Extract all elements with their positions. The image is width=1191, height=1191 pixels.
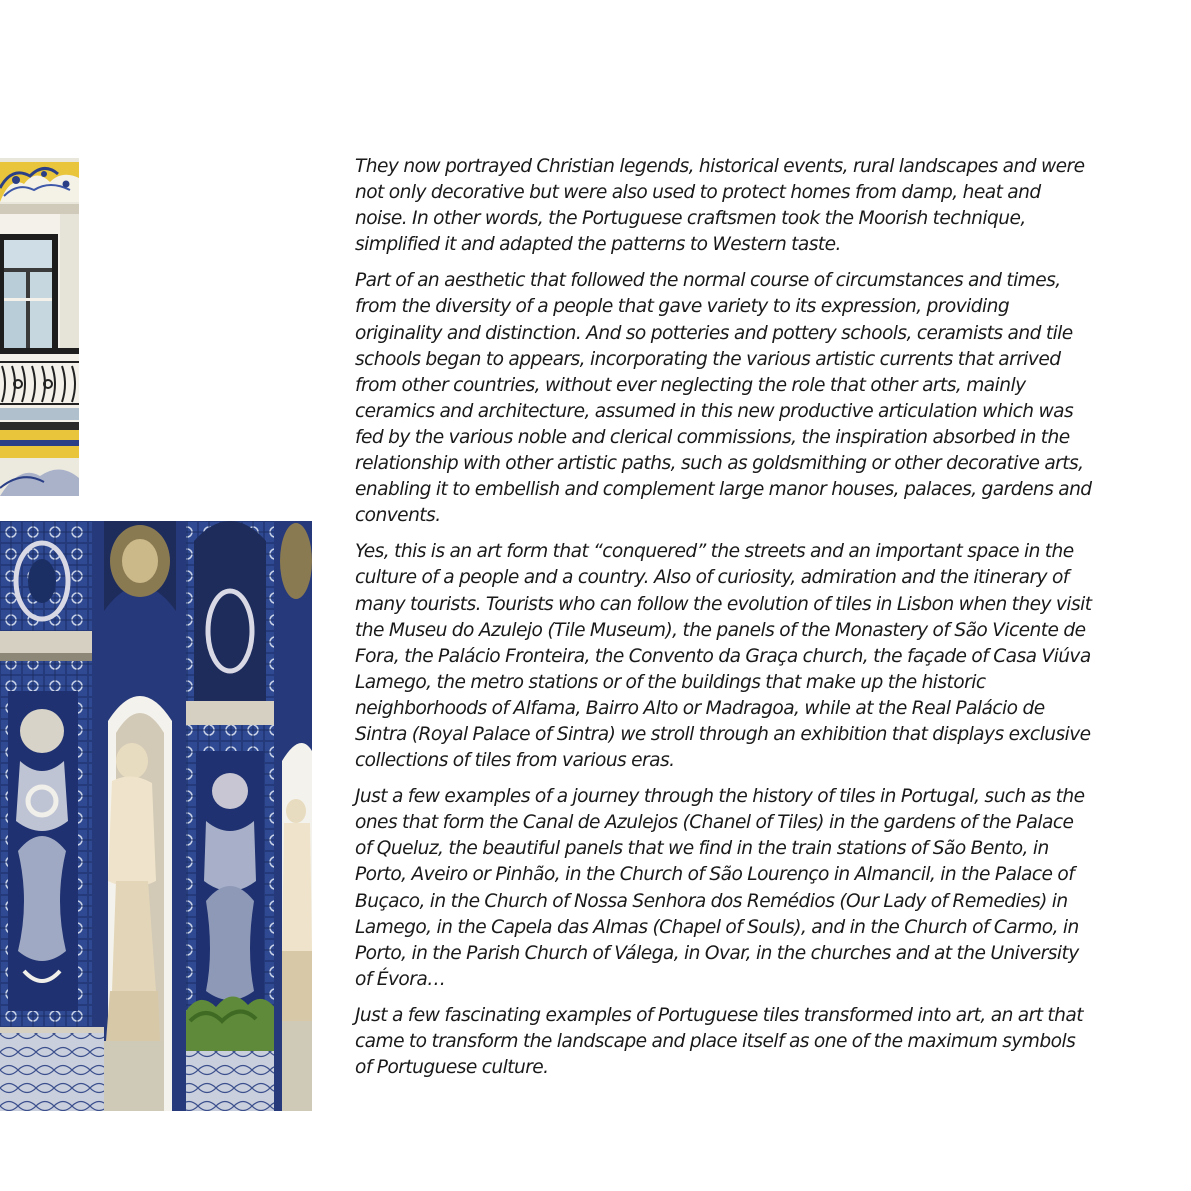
paragraph-5: Just a few fascinating examples of Portuguese tiles transformed into art, an art that came to transform the landscape and place itself as one of the maximum symbols of Portuguese culture. [355, 1004, 1083, 1079]
facade-window-photo [0, 158, 79, 496]
paragraph-2: Part of an aesthetic that followed the normal course of circumstances and times, from the diversity of a people that gave variety to its expression, providing originality and distinction. And so potteries and pottery schools, ceramists and tile schools began to appears, incorporating the various artistic currents that arrived from other countries, without ever neglecting the role that other arts, mainly ceramics and architecture, assumed in this new productive articulation which was fed by the various noble and clerical commissions, the inspiration absorbed in the relationship with other artistic paths, such as goldsmithing or other decorative arts, enabling it to embellish and complement large manor houses, palaces, gardens and convents. [355, 270, 1092, 527]
tiled-arcade-photo [0, 521, 312, 1111]
article-text [355, 154, 1095, 1091]
paragraph-3: Yes, this is an art form that “conquered” the streets and an important space in the culture of a people and a country. Also of curiosity, admiration and the itinerary of many tourists. Tourists who can follow the evolution of tiles in Lisbon when they visit the Museu do Azulejo (Tile Museum), the panels of the Monastery of São Vicente de Fora, the Palácio Fronteira, the Convento da Graça church, the façade of Casa Viúva Lamego, the metro stations or of the buildings that make up the historic neighborhoods of Alfama, Bairro Alto or Madragoa, while at the Real Palácio de Sintra (Royal Palace of Sintra) we stroll through an exhibition that displays exclusive collections of tiles from various eras. [355, 541, 1092, 772]
paragraph-1: They now portrayed Christian legends, historical events, rural landscapes and were not only decorative but were also used to protect homes from damp, heat and noise. In other words, the Portuguese craftsmen took the Moorish technique, simplified it and adapted the patterns to Western taste. [355, 156, 1085, 256]
paragraph-4: Just a few examples of a journey through the history of tiles in Portugal, such as the ones that form the Canal de Azulejos (Chanel of Tiles) in the gardens of the Palace of Queluz, the beautiful panels that we find in the train stations of São Bento, in Porto, Aveiro or Pinhão, in the Church of São Lourenço in Almancil, in the Palace of Buçaco, in the Church of Nossa Senhora dos Remédios (Our Lady of Remedies) in Lamego, in the Capela das Almas (Chapel of Souls), and in the Church of Carmo, in Porto, in the Parish Church of Válega, in Ovar, in the churches and at the University of Évora… [355, 786, 1085, 990]
